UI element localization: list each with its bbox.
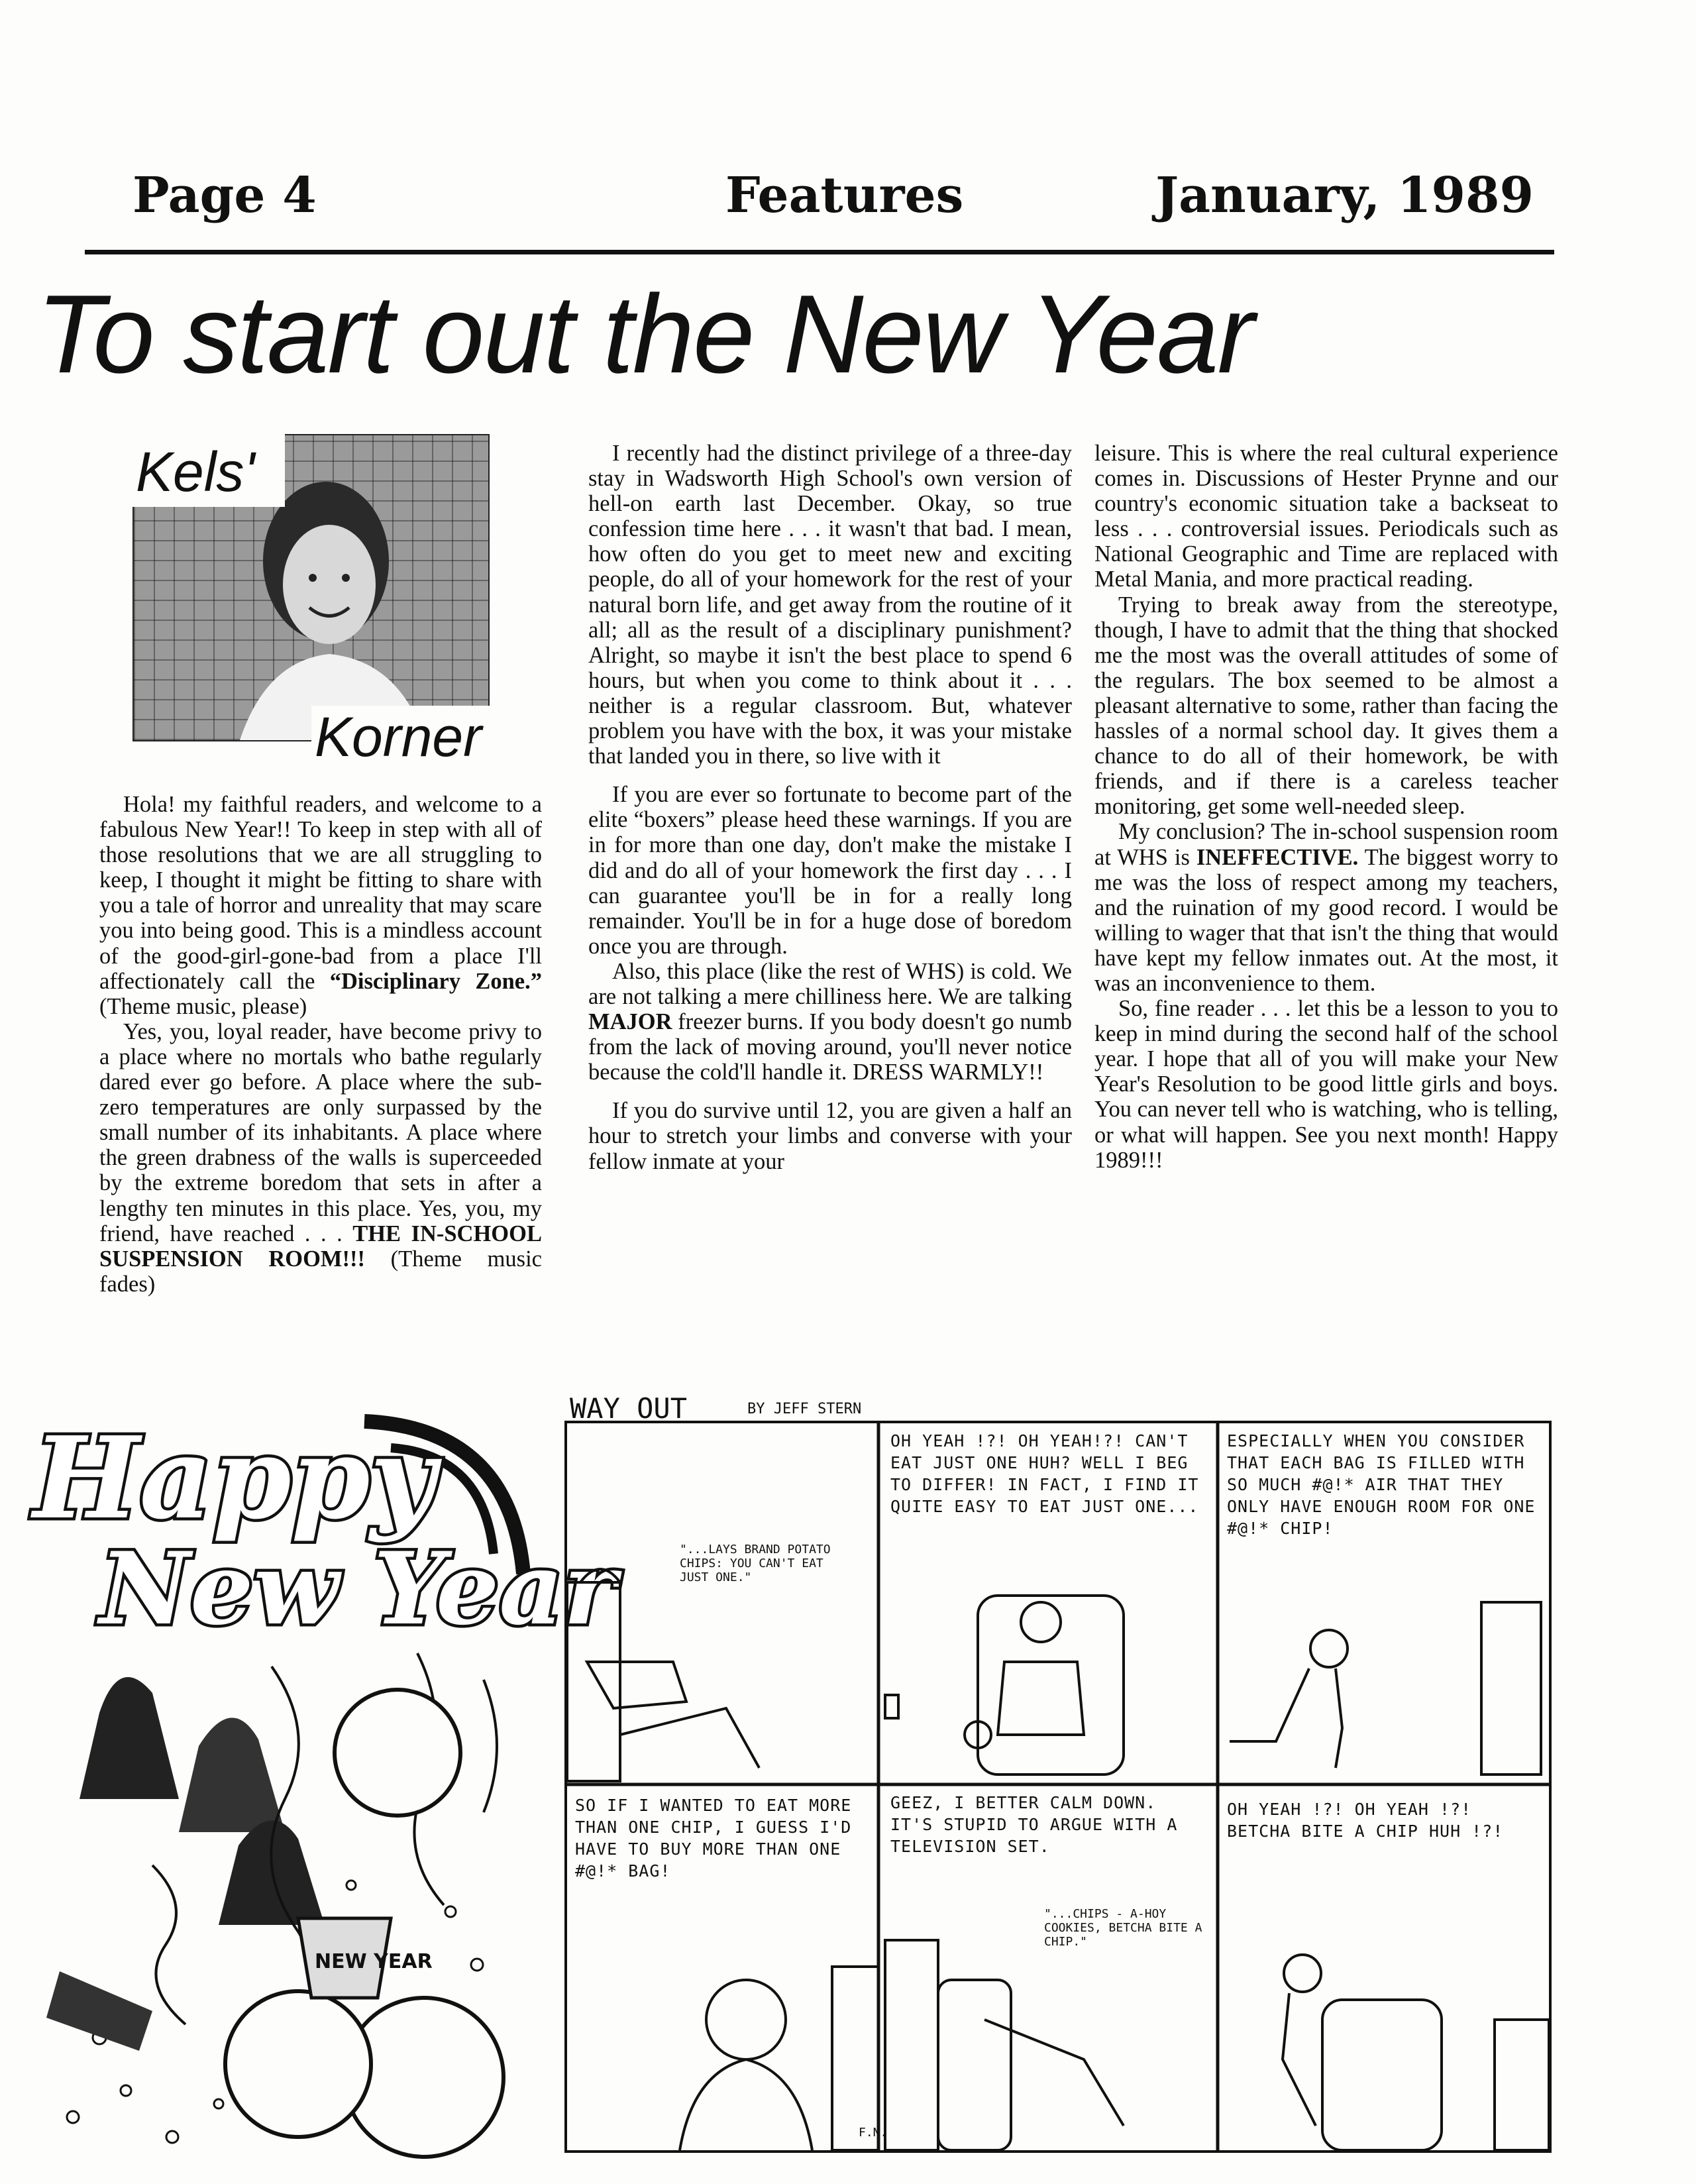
comic-panel-1-bubble: "...LAYS BRAND POTATO CHIPS: YOU CAN'T EAT JUST ONE." — [680, 1543, 831, 1584]
article-column-3 — [1094, 441, 1558, 1173]
comic-panel-2-caption: OH YEAH !?! OH YEAH!?! CAN'T EAT JUST ONE HUH? WELL I BEG TO DIFFER! IN FACT, I FIND IT QUITE EASY TO EAT JUST ONE... — [890, 1431, 1199, 1516]
comic-panel-6-caption: OH YEAH !?! OH YEAH !?! BETCHA BITE A CHIP HUH !?! — [1227, 1800, 1504, 1841]
comic-panel-2-art — [885, 1596, 1124, 1774]
art-happy-text: Happy — [33, 1412, 436, 1545]
paragraph: leisure. This is where the real cultural experience comes in. Discussions of Hester Prynne and our country's economic situation take a backseat to less . . . controversial issues. Periodicals such as National Geographic and Time are replaced with Metal Mania, and more practical reading. — [1094, 441, 1558, 592]
paragraph: I recently had the distinct privilege of a three-day stay in Wadsworth High School's own version of hell-on earth last December. Okay, so true confession time here . . . it wasn't that bad. I mean, how often do you get to meet new and exciting people, do all of your homework for the rest of your natural born life, and get away from the routine of it all; all as the result of a disciplinary punishment? Alright, so maybe it isn't the best place to spend 6 hours, but when you come to think about it . . . neither is a regular classroom. But, whatever problem you have with the box, it was your mistake that landed you in there, so live with it — [588, 441, 1072, 769]
header-rule — [85, 250, 1554, 254]
paragraph: Trying to break away from the stereotype, though, I have to admit that the thing that shocked me the most was the overall attitudes of some of the regulars. The box seemed to be almost a pleasant alternative to some, rather than facing the hassles of a normal school day. It gives them a chance to do all of their homework, be with friends, and if there is a careless teacher monitoring, get some well-needed sleep. — [1094, 592, 1558, 820]
headline: To start out the New Year — [36, 272, 1253, 396]
comic-panel-5-art — [885, 1940, 1124, 2150]
art-hat-text: NEW YEAR — [315, 1950, 433, 1973]
column-logo-kels: Kels' — [136, 441, 255, 503]
comic-title: WAY OUT — [570, 1392, 688, 1425]
paragraph: If you do survive until 12, you are given a half an hour to stretch your limbs and converse with your fellow inmate at your — [588, 1098, 1072, 1174]
comic-signature: F.N. — [859, 2126, 888, 2140]
comic-strip — [564, 1421, 1552, 2153]
paragraph: If you are ever so fortunate to become part of the elite “boxers” please heed these warnings. If you are in for more than one day, don't make the mistake I did and do all of your homework the first day . . . I can guarantee you'll be in for a really long remainder. You'll be in for a huge dose of boredom once you are through. — [588, 782, 1072, 959]
article-column-1 — [99, 792, 542, 1297]
comic-panel-6-art — [1283, 1955, 1549, 2150]
paragraph: So, fine reader . . . let this be a lesson to you to keep in mind during the second half of the school year. I hope that all of you will make your New Year's Resolution to be good little girls and boys. You can never tell who is watching, who is telling, or what will happen. See you next month! Happy 1989!!! — [1094, 996, 1558, 1173]
issue-date: January, 1989 — [1155, 167, 1534, 224]
article-column-2 — [588, 441, 1072, 1174]
comic-panel-5-bubble: "...CHIPS - A-HOY COOKIES, BETCHA BITE A CHIP." — [1044, 1907, 1202, 1949]
section-title: Features — [725, 167, 964, 224]
paragraph: Yes, you, loyal reader, have become privy to a place where no mortals who bathe regularly dared ever go before. A place where the sub-zero temperatures are only surpassed by the small number of its inhabitants. A place where the green drabness of the walls is superceeded by the extreme boredom that sets in after a lengthy ten minutes in this place. Yes, you, my friend, have reached . . . THE IN-SCHOOL SUSPENSION ROOM!!! (Theme music fades) — [99, 1018, 542, 1297]
comic-panel-1-art — [567, 1569, 759, 1781]
paragraph: Also, this place (like the rest of WHS) is cold. We are not talking a mere chilliness here. We are talking MAJOR freezer burns. If you body doesn't go numb from the lack of moving around, you'll never notice because the cold'll handle it. DRESS WARMLY!! — [588, 958, 1072, 1085]
art-new-year-text: New Year — [99, 1531, 616, 1647]
comic-panel-3-art — [1230, 1602, 1541, 1774]
page-number: Page 4 — [132, 167, 317, 224]
paragraph: Hola! my faithful readers, and welcome to a fabulous New Year!! To keep in step with all of those resolutions that we are all struggling to keep, I thought it might be fitting to share with you a tale of horror and unreality that may scare you into being good. This is a mindless account of the good-girl-gone-bad from a place I'll affectionately call the “Disciplinary Zone.” (Theme music, please) — [99, 792, 542, 1019]
comic-panel-5-caption: GEEZ, I BETTER CALM DOWN. IT'S STUPID TO ARGUE WITH A TELEVISION SET. — [890, 1793, 1178, 1856]
paragraph: My conclusion? The in-school suspension room at WHS is INEFFECTIVE. The biggest worry to me was the loss of respect among my teachers, and the ruination of my good record. I would be willing to wager that that isn't the thing that would have kept my fellow inmates out. At the most, it was an inconvenience to them. — [1094, 819, 1559, 996]
comic-panel-4-caption: SO IF I WANTED TO EAT MORE THAN ONE CHIP, I GUESS I'D HAVE TO BUY MORE THAN ONE #@!* BAG! — [575, 1796, 852, 1881]
column-logo-korner: Korner — [315, 706, 482, 768]
comic-panel-4-art — [680, 1967, 878, 2150]
comic-panel-3-caption: ESPECIALLY WHEN YOU CONSIDER THAT EACH BAG IS FILLED WITH SO MUCH #@!* AIR THAT THEY ONLY HAVE ENOUGH ROOM FOR ONE #@!* CHIP! — [1227, 1431, 1536, 1538]
happy-new-year-illustration — [20, 1401, 616, 2170]
comic-credit: BY JEFF STERN — [747, 1401, 862, 1417]
